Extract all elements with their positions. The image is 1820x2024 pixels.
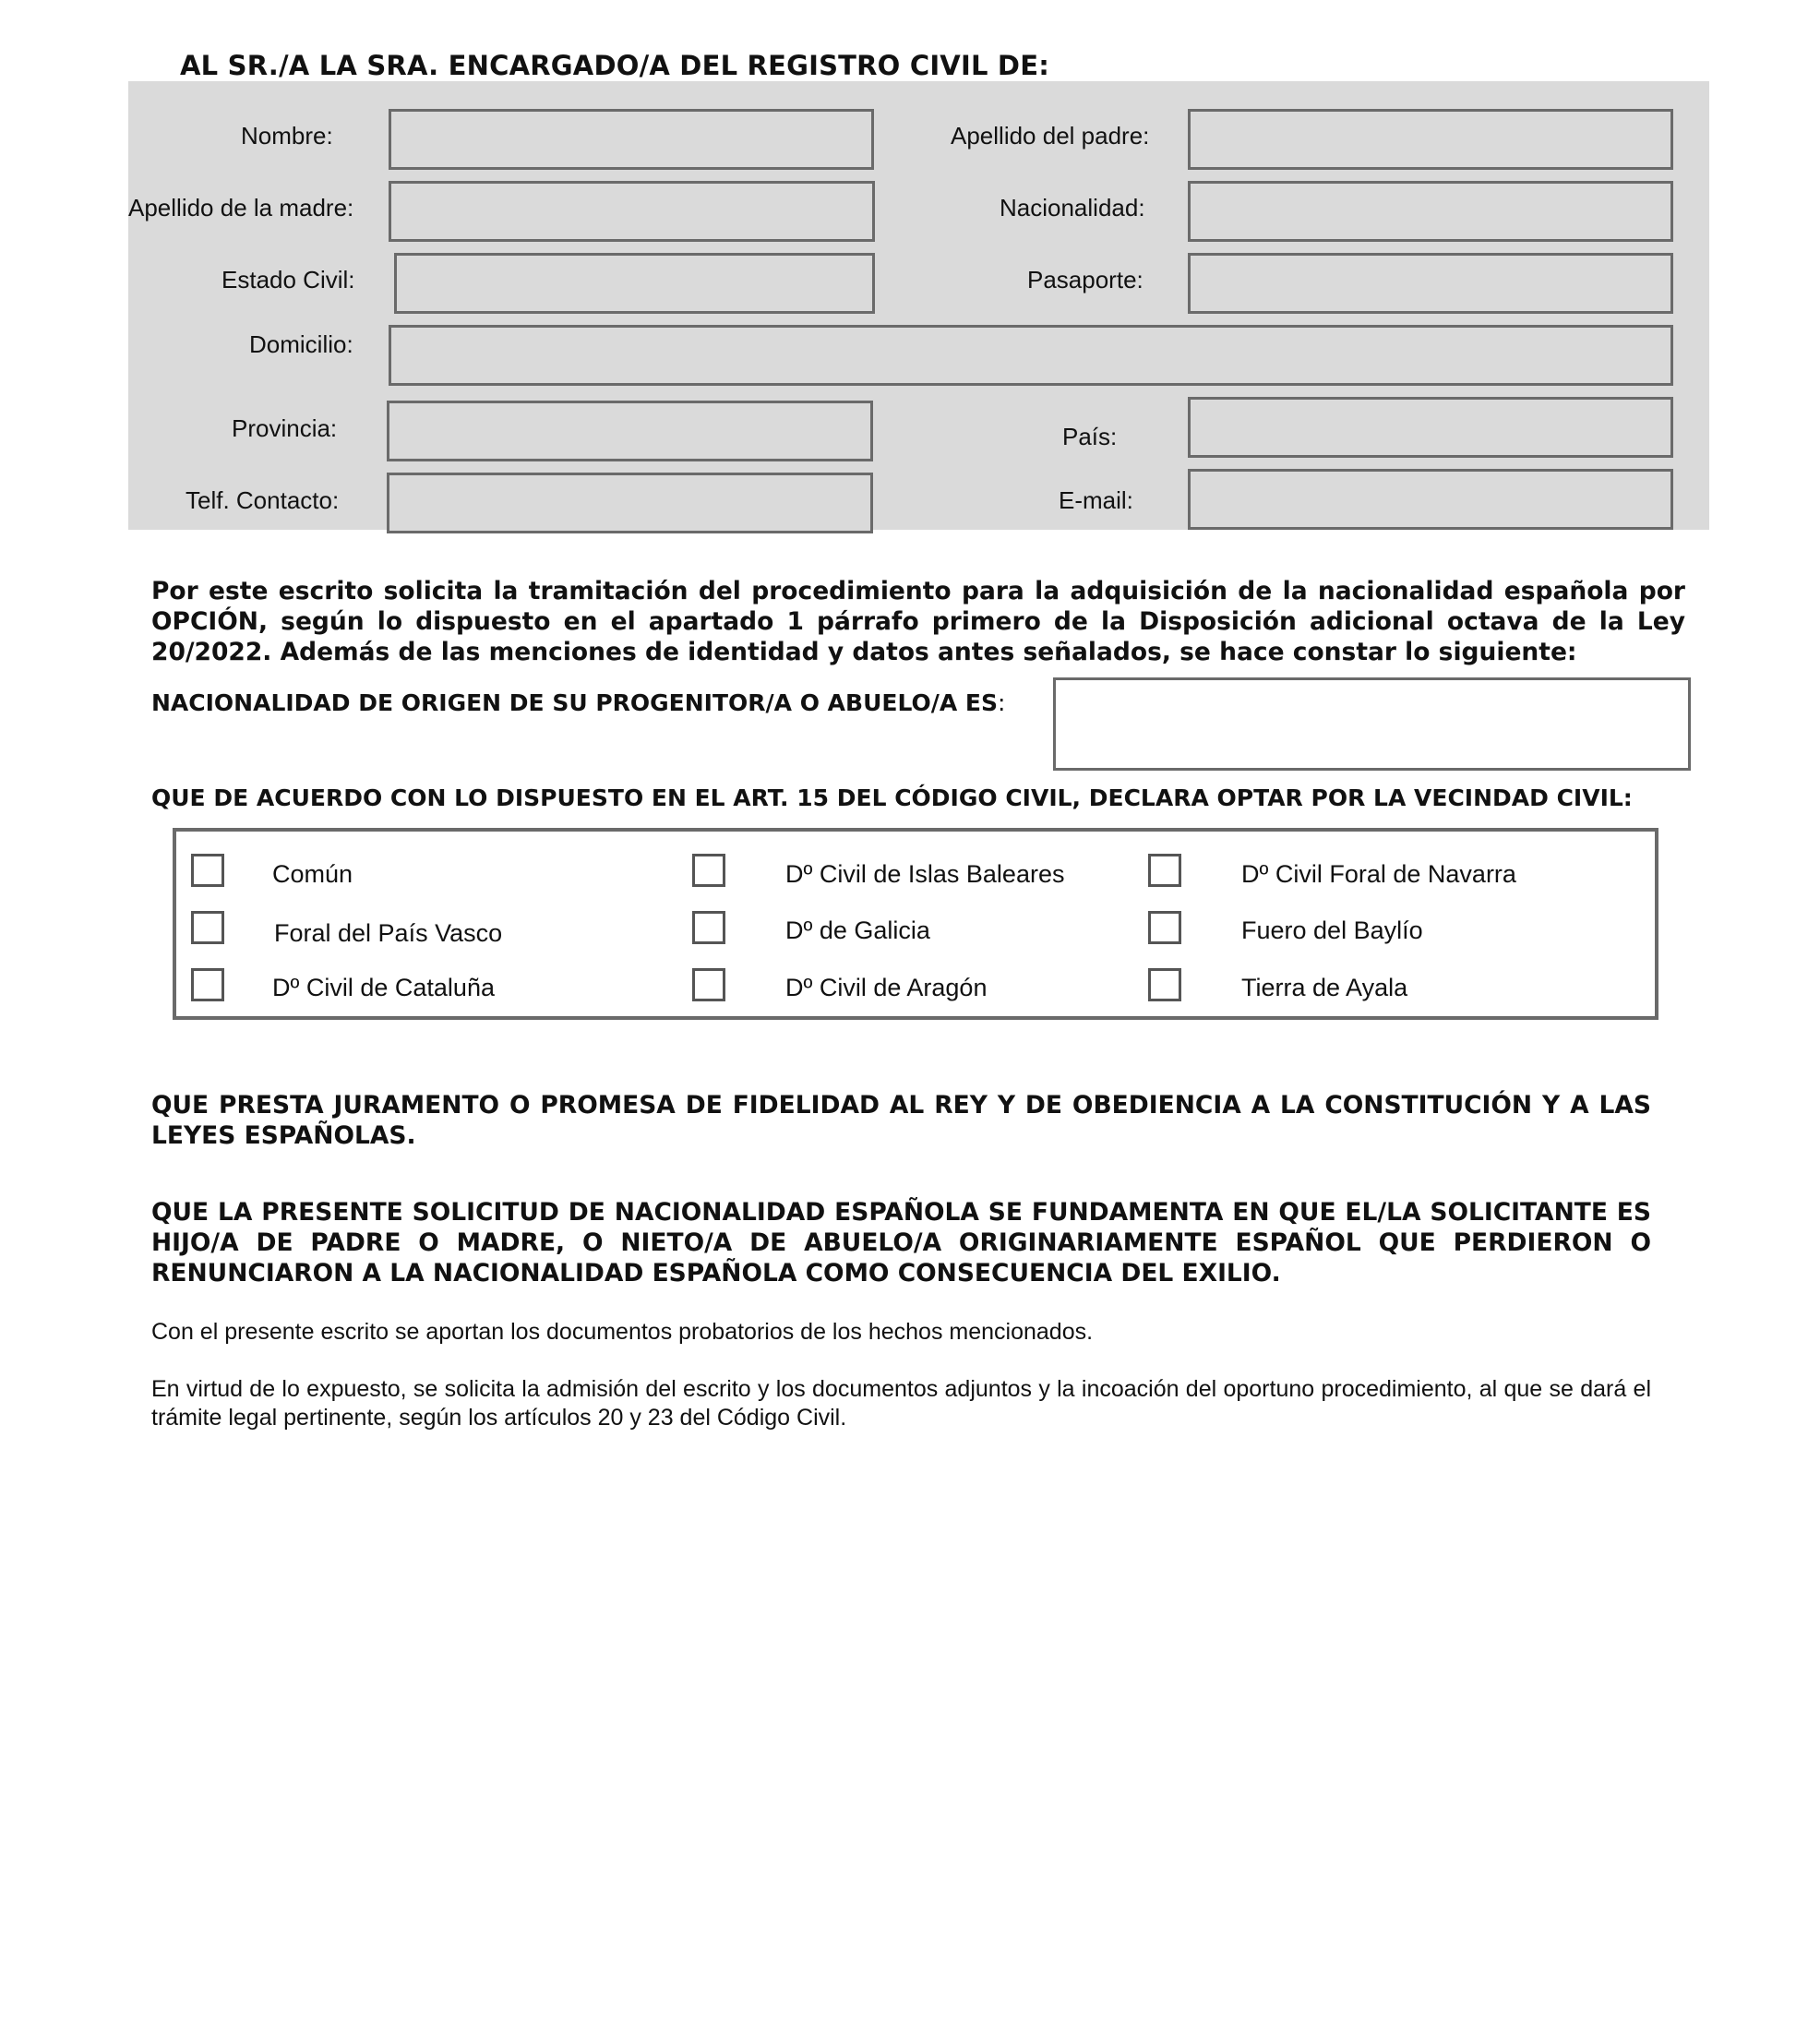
virtud-paragraph: En virtud de lo expuesto, se solicita la admisión del escrito y los documentos adjuntos y la incoación del oportuno procedimiento, al que se dará el trámite legal pertinente, según los artículos 20 y 23 del Código Civil. [151, 1376, 1651, 1431]
provincia-field[interactable] [387, 401, 873, 461]
checkbox-fuero-baylio[interactable] [1148, 911, 1181, 944]
nacionalidad-label: Nacionalidad: [1000, 194, 1145, 222]
documentos-paragraph: Con el presente escrito se aportan los documentos probatorios de los hechos mencionados. [151, 1319, 1094, 1345]
nacionalidad-field[interactable] [1188, 181, 1673, 242]
apellido-madre-label: Apellido de la madre: [128, 194, 354, 222]
form-title: AL SR./A LA SRA. ENCARGADO/A DEL REGISTRO CIVIL DE: [180, 50, 1049, 81]
origen-label-colon: : [998, 689, 1006, 716]
domicilio-label: Domicilio: [249, 330, 353, 358]
origen-field[interactable] [1053, 677, 1691, 771]
option-label-pais-vasco: Foral del País Vasco [274, 919, 503, 947]
option-label-foral-navarra: Dº Civil Foral de Navarra [1241, 860, 1516, 888]
checkbox-pais-vasco[interactable] [191, 911, 224, 944]
checkbox-aragon[interactable] [692, 968, 725, 1001]
domicilio-field[interactable] [389, 325, 1673, 386]
origen-label-text: NACIONALIDAD DE ORIGEN DE SU PROGENITOR/A O ABUELO/A ES [151, 689, 999, 716]
option-label-galicia: Dº de Galicia [785, 916, 930, 944]
apellido-madre-field[interactable] [389, 181, 875, 242]
pasaporte-field[interactable] [1188, 253, 1673, 314]
juramento-paragraph: QUE PRESTA JURAMENTO O PROMESA DE FIDELIDAD AL REY Y DE OBEDIENCIA A LA CONSTITUCIÓN Y A LAS LEYES ESPAÑOLAS. [151, 1091, 1651, 1150]
option-label-aragon: Dº Civil de Aragón [785, 974, 988, 1001]
telefono-field[interactable] [387, 473, 873, 533]
intro-paragraph: Por este escrito solicita la tramitación del procedimiento para la adquisición de la nacionalidad española por OPCIÓN, según lo dispuesto en el apartado 1 párrafo primero de la Disposición adicional octava de la Ley 20/2022. Además de las menciones de identidad y datos antes señalados, se hace constar lo siguiente: [151, 577, 1685, 666]
origen-label [151, 689, 1005, 716]
checkbox-comun[interactable] [191, 854, 224, 887]
apellido-padre-field[interactable] [1188, 109, 1673, 170]
checkbox-galicia[interactable] [692, 911, 725, 944]
option-label-islas-baleares: Dº Civil de Islas Baleares [785, 860, 1065, 888]
estado-civil-field[interactable] [394, 253, 875, 314]
email-label: E-mail: [1059, 486, 1133, 514]
provincia-label: Provincia: [232, 414, 338, 442]
option-label-cataluna: Dº Civil de Cataluña [272, 974, 495, 1001]
option-label-fuero-baylio: Fuero del Baylío [1241, 916, 1423, 944]
nombre-label: Nombre: [241, 122, 333, 150]
pasaporte-label: Pasaporte: [1027, 266, 1143, 293]
pais-field[interactable] [1188, 397, 1673, 458]
email-field[interactable] [1188, 469, 1673, 530]
option-label-tierra-ayala: Tierra de Ayala [1241, 974, 1408, 1001]
vecindad-heading: QUE DE ACUERDO CON LO DISPUESTO EN EL ART. 15 DEL CÓDIGO CIVIL, DECLARA OPTAR POR LA VECINDAD CIVIL: [151, 784, 1633, 811]
checkbox-tierra-ayala[interactable] [1148, 968, 1181, 1001]
estado-civil-label: Estado Civil: [222, 266, 355, 293]
checkbox-islas-baleares[interactable] [692, 854, 725, 887]
option-label-comun: Común [272, 860, 353, 888]
telefono-label: Telf. Contacto: [186, 486, 340, 514]
pais-label: País: [1062, 423, 1118, 450]
checkbox-foral-navarra[interactable] [1148, 854, 1181, 887]
apellido-padre-label: Apellido del padre: [951, 122, 1150, 150]
checkbox-cataluna[interactable] [191, 968, 224, 1001]
nombre-field[interactable] [389, 109, 874, 170]
fundamento-paragraph: QUE LA PRESENTE SOLICITUD DE NACIONALIDAD ESPAÑOLA SE FUNDAMENTA EN QUE EL/LA SOLICITANTE ES HIJO/A DE PADRE O MADRE, O NIETO/A DE ABUELO/A ORIGINARIAMENTE ESPAÑOL QUE PERDIERON O RENUNCIARON A LA NACIONALIDAD ESPAÑOLA COMO CONSECUENCIA DEL EXILIO. [151, 1198, 1651, 1287]
